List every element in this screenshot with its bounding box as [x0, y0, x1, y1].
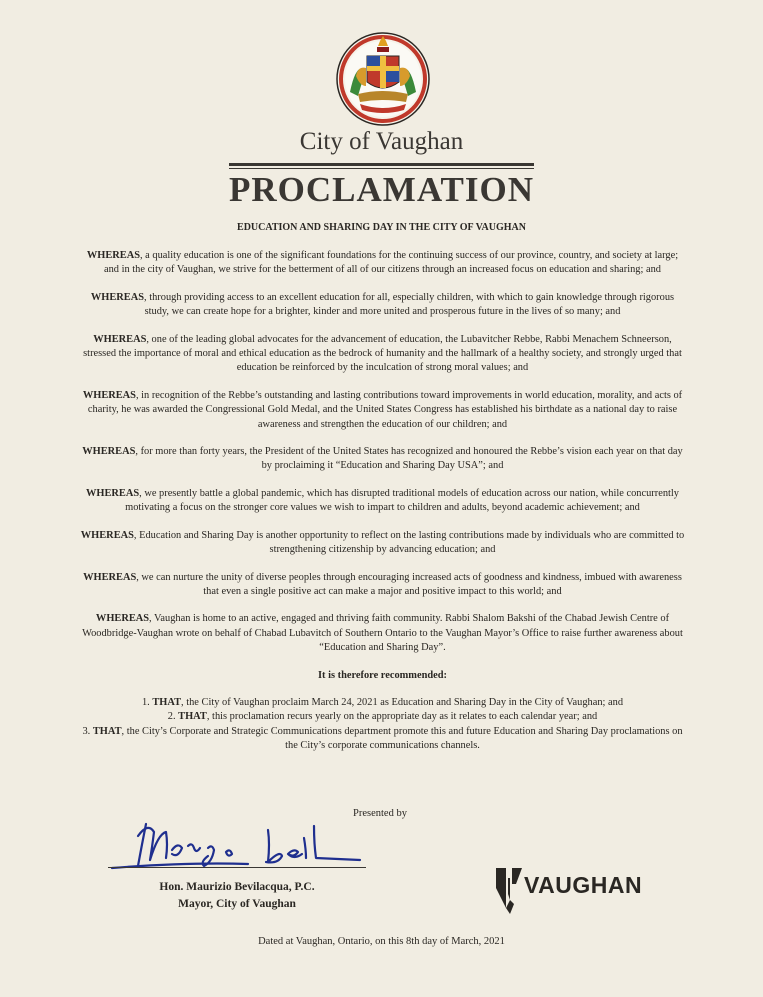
recommendation-item [80, 710, 685, 724]
whereas-lead: WHEREAS [80, 529, 134, 541]
item-number: 3. [82, 725, 93, 737]
dated-line: Dated at Vaughan, Ontario, on this 8th day of March, 2021 [258, 936, 505, 947]
whereas-lead: WHEREAS [95, 613, 150, 625]
recommendation-list [80, 696, 685, 754]
item-number: 2. [167, 711, 179, 723]
page-title: PROCLAMATION [229, 170, 534, 209]
whereas-clause [80, 389, 685, 432]
mayor-signature [108, 814, 370, 872]
whereas-clause [80, 612, 685, 655]
whereas-text: , through providing access to an excellent education for all, especially children, with which to gain knowledge through rigorous study, we can create hope for a brighter, kinder and more united and prosperous future in the lives of so many; and [144, 291, 675, 318]
whereas-clause [80, 487, 685, 516]
whereas-lead: WHEREAS [90, 291, 145, 303]
city-name: City of Vaughan [299, 128, 464, 155]
whereas-clause [80, 571, 685, 600]
whereas-lead: WHEREAS [86, 250, 140, 261]
whereas-text: , Vaughan is home to an active, engaged and thriving faith community. Rabbi Shalom Bakshi of the Chabad Jewish Centre of Woodbridge-Vaughan wrote on behalf of Chabad Lubavitch of Southern Ontario to the Vaughan Mayor’s Office to raise further awareness about “Education and Sharing Day”. [82, 613, 683, 654]
whereas-text: , one of the leading global advocates for the advancement of education, the Lubavitcher Rebbe, Rabbi Menachem Schneerson, stressed the importance of moral and ethical education as the bedrock of humanity and the hallmark of a healthy society, and strongly urged that education be reinforced by the inculcation of strong moral values; and [83, 333, 682, 374]
whereas-text: , for more than forty years, the President of the United States has recognized and honoured the Rebbe’s vision each year on that day by proclaiming it “Education and Sharing Day USA”; and [135, 446, 683, 472]
logo-wordmark: VAUGHAN [524, 872, 643, 898]
proclamation-subtitle: EDUCATION AND SHARING DAY IN THE CITY OF VAUGHAN [237, 222, 526, 233]
title-rule [229, 163, 534, 166]
signature-line [108, 867, 366, 868]
vaughan-logo [494, 864, 664, 914]
whereas-text: , a quality education is one of the significant foundations for the continuing success of our province, country, and society at large; and in the city of Vaughan, we strive for the betterment of all of our citizens through an increased focus on education and sharing; and [104, 250, 679, 276]
signer-name: Hon. Maurizio Bevilacqua, P.C. [159, 881, 315, 893]
signer-block [108, 879, 366, 913]
recommended-heading: It is therefore recommended: [318, 669, 447, 681]
item-text: , the City of Vaughan proclaim March 24, 2021 as Education and Sharing Day in the City of Vaughan; and [181, 696, 624, 708]
proclamation-body [80, 249, 685, 754]
city-seal-icon [336, 32, 430, 126]
item-lead: THAT [152, 696, 182, 708]
whereas-clause [80, 291, 685, 320]
whereas-clause [80, 333, 685, 376]
title-rule-thin [229, 168, 534, 169]
whereas-lead: WHEREAS [82, 389, 136, 401]
whereas-clause [80, 529, 685, 558]
vaughan-v-logo-icon [494, 864, 526, 914]
signer-role: Mayor, City of Vaughan [178, 898, 296, 910]
item-text: , this proclamation recurs yearly on the appropriate day as it relates to each calendar year; and [206, 711, 598, 723]
whereas-lead: WHEREAS [86, 487, 140, 499]
item-text: , the City’s Corporate and Strategic Communications department promote this and future Education and Sharing Day proclamations on the City’s corporate communications channels. [121, 725, 683, 752]
item-lead: THAT [178, 711, 207, 723]
whereas-text: , we can nurture the unity of diverse peoples through encouraging increased acts of goodness and kindness, imbued with awareness that even a single positive act can make a major and positive impact to this world; and [136, 571, 682, 597]
presented-by: Presented by [353, 808, 407, 819]
recommendation-item [80, 725, 685, 754]
whereas-lead: WHEREAS [93, 333, 147, 345]
whereas-lead: WHEREAS [83, 571, 137, 583]
whereas-text: , in recognition of the Rebbe’s outstanding and lasting contributions toward improvements in world education, morality, and acts of charity, he was awarded the Congressional Gold Medal, and the United States Congress has established his birthdate as a national day to raise awareness and strengthen the education of our children; and [87, 389, 683, 430]
whereas-clause [80, 249, 685, 278]
whereas-text: , we presently battle a global pandemic, which has disrupted traditional models of education across our nation, while concurrently motivating a focus on the stronger core values we wish to impart to children and adults, beyond academic achievement; and [125, 487, 679, 514]
item-lead: THAT [92, 725, 122, 737]
whereas-text: , Education and Sharing Day is another opportunity to reflect on the lasting contributions made by individuals who are committed to strengthening citizenship by advancing education; and [133, 529, 685, 556]
whereas-lead: WHEREAS [82, 446, 136, 458]
whereas-clause [80, 445, 685, 474]
item-number: 1. [141, 696, 153, 708]
recommendation-item [80, 696, 685, 710]
